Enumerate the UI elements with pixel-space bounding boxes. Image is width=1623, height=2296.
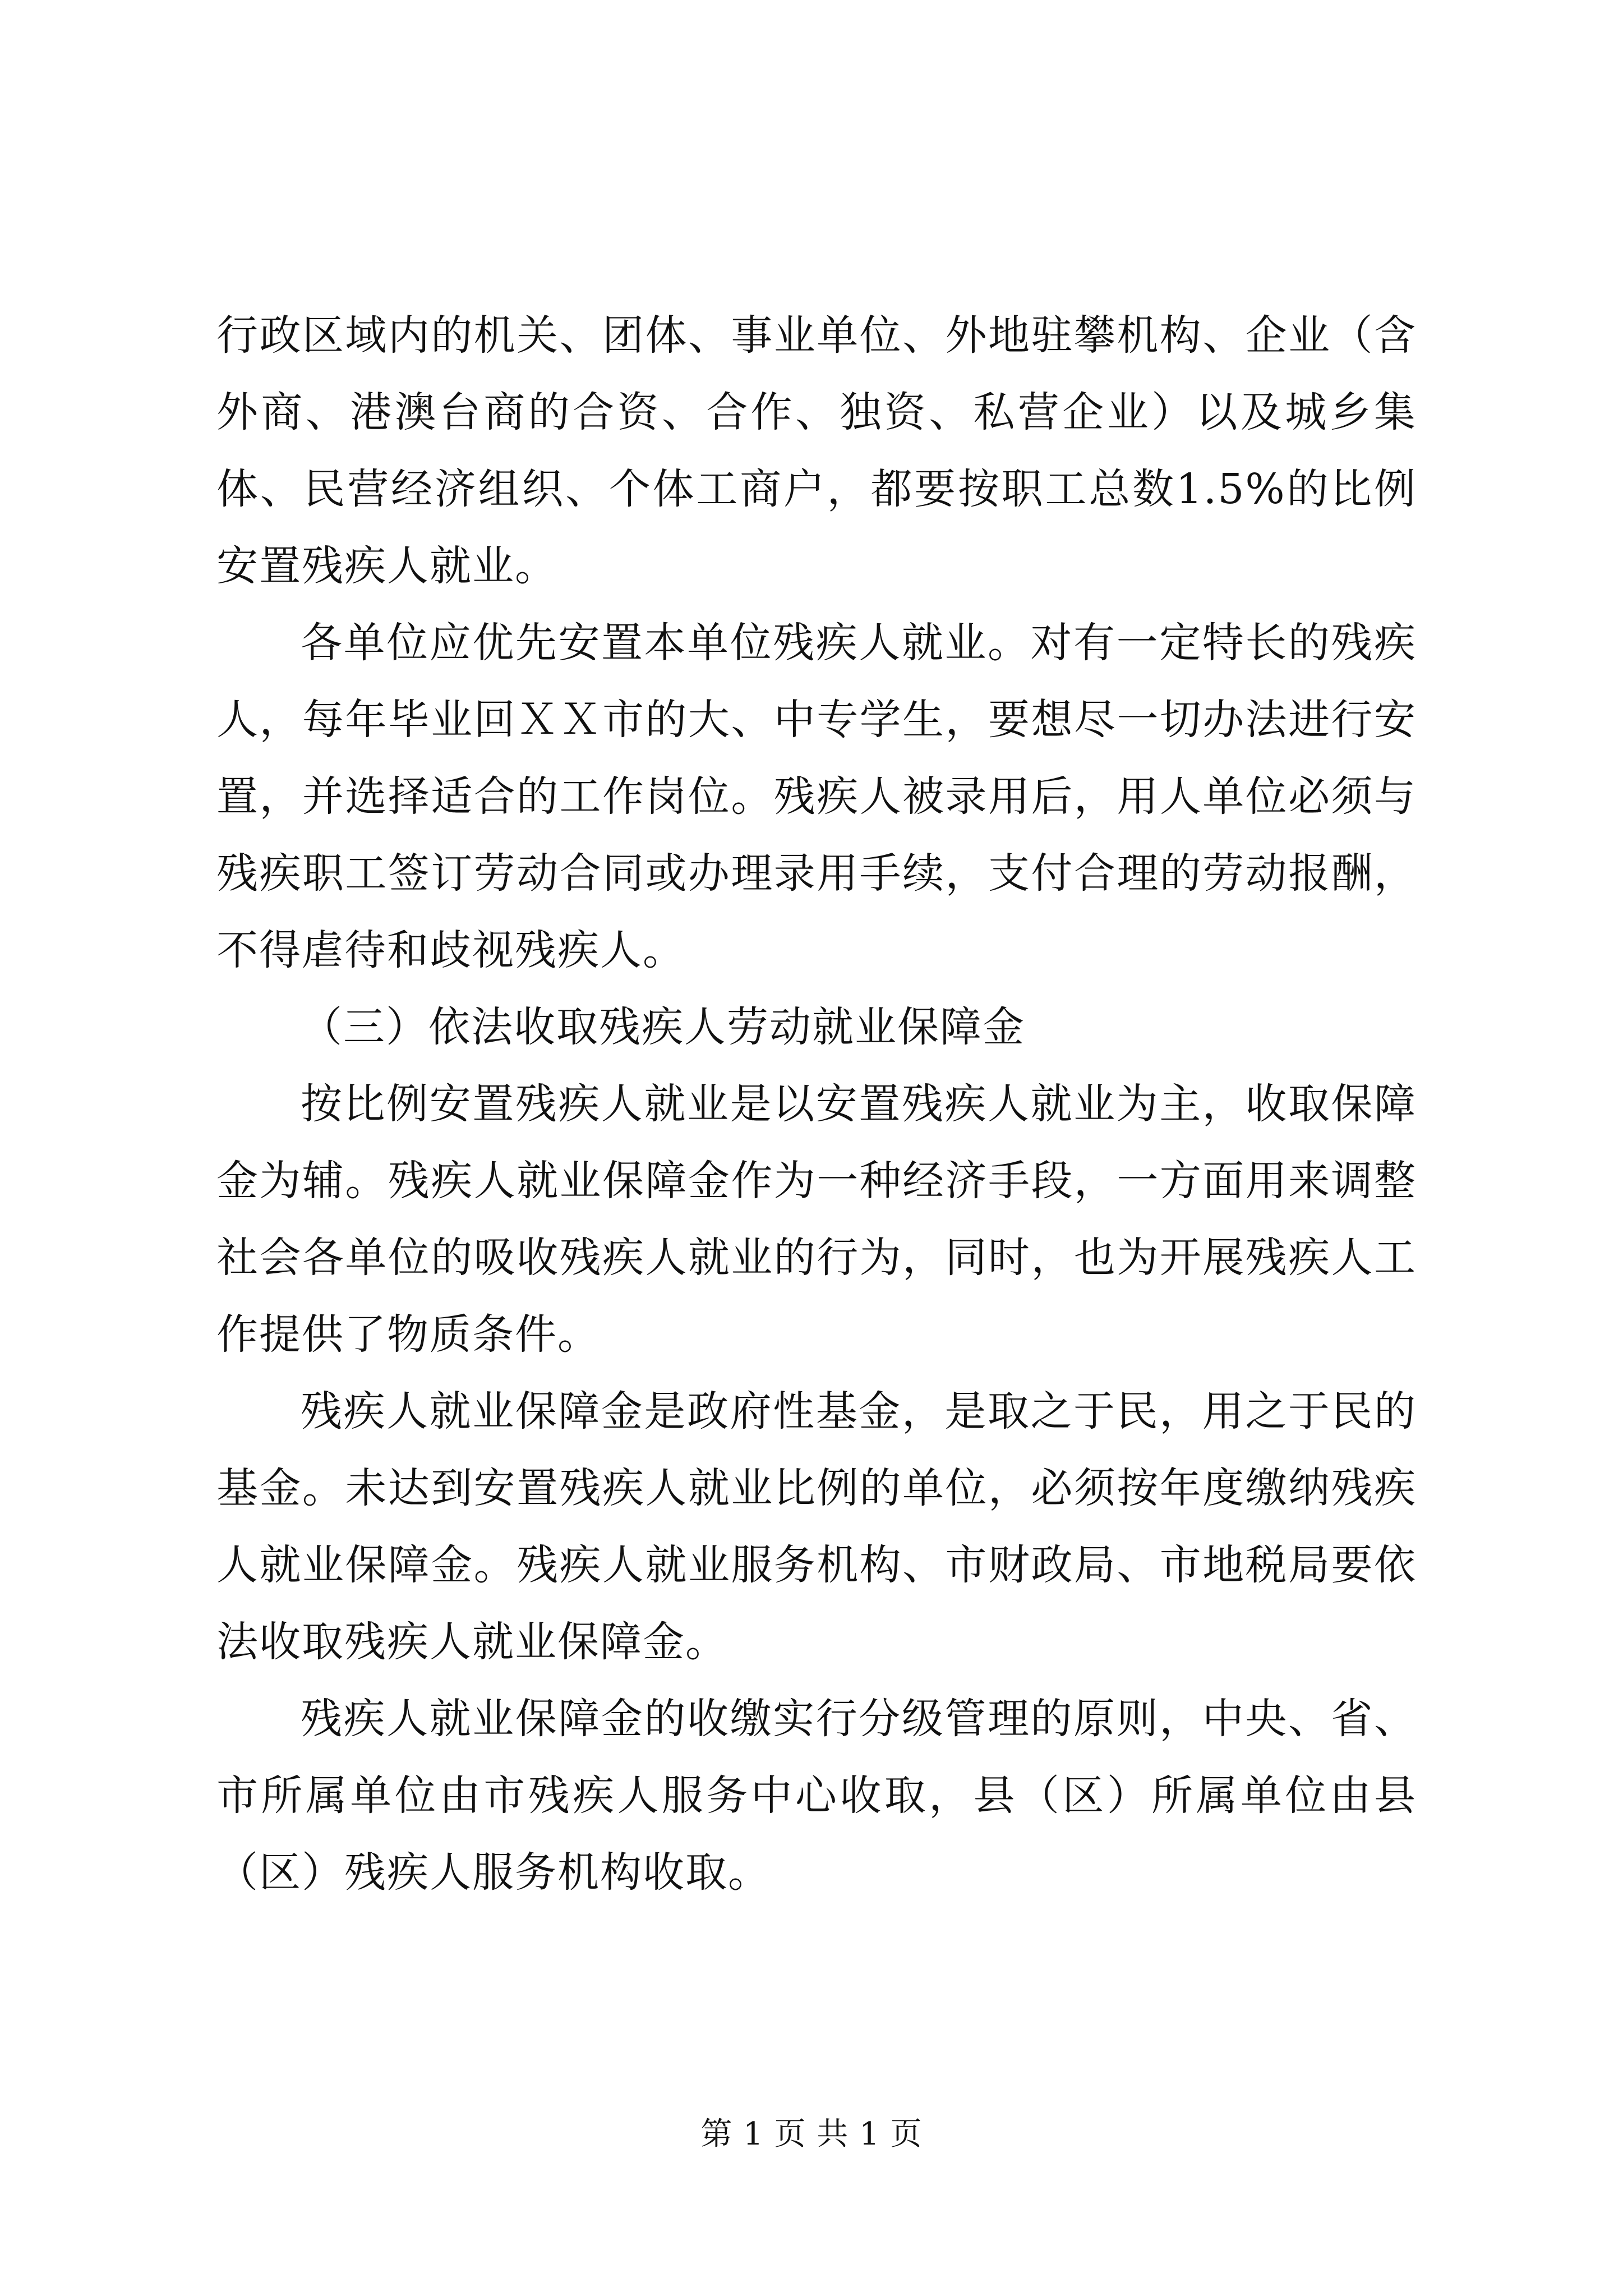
paragraph-1: 行政区域内的机关、团体、事业单位、外地驻攀机构、企业（含外商、港澳台商的合资、合作、独资、私营企业）以及城乡集体、民营经济组织、个体工商户，都要按职工总数1.5%的比例安置残疾人就业。 (216, 311, 1417, 590)
paragraph-3: 按比例安置残疾人就业是以安置残疾人就业为主，收取保障金为辅。残疾人就业保障金作为一种经济手段，一方面用来调整社会各单位的吸收残疾人就业的行为，同时，也为开展残疾人工作提供了物质条件。 (216, 1080, 1417, 1359)
paragraph-4: 残疾人就业保障金是政府性基金，是取之于民，用之于民的基金。未达到安置残疾人就业比例的单位，必须按年度缴纳残疾人就业保障金。残疾人就业服务机构、市财政局、市地税局要依法收取残疾人就业保障金。 (216, 1387, 1417, 1666)
page-footer: 第 1 页 共 1 页 (700, 2116, 923, 2152)
paragraph-2: 各单位应优先安置本单位残疾人就业。对有一定特长的残疾人，每年毕业回ＸＸ市的大、中专学生，要想尽一切办法进行安置，并选择适合的工作岗位。残疾人被录用后，用人单位必须与残疾职工签订劳动合同或办理录用手续，支付合理的劳动报酬，不得虐待和歧视残疾人。 (216, 619, 1417, 974)
section-heading: （三）依法收取残疾人劳动就业保障金 (301, 1003, 1025, 1051)
document-body (216, 297, 1417, 1911)
paragraph-5: 残疾人就业保障金的收缴实行分级管理的原则，中央、省、市所属单位由市残疾人服务中心收取，县（区）所属单位由县（区）残疾人服务机构收取。 (216, 1695, 1417, 1897)
